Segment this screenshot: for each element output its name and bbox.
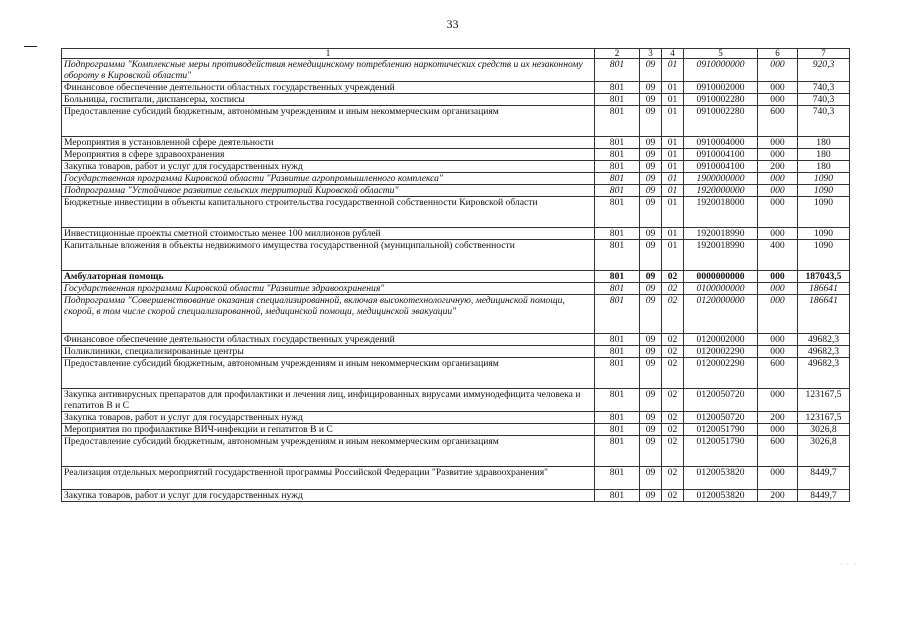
row-code-2-cell: 801 [595,490,640,502]
row-code-3-cell: 09 [640,173,662,185]
row-code-5-cell: 1920018000 [684,197,758,228]
row-code-4-cell: 02 [662,436,684,467]
row-code-2-cell: 801 [595,334,640,346]
row-name-cell: Мероприятия по профилактике ВИЧ-инфекции и гепатитов В и С [62,424,595,436]
table-row [62,240,850,271]
budget-table [61,48,850,502]
row-name-cell: Подпрограмма "Устойчивое развитие сельских территорий Кировской области" [62,185,595,197]
header-cell-5: 5 [684,49,758,59]
row-code-5-cell: 0910002280 [684,106,758,137]
row-code-4-cell: 02 [662,271,684,283]
row-code-2-cell: 801 [595,358,640,389]
table-body [62,49,850,502]
row-code-2-cell: 801 [595,185,640,197]
row-code-5-cell: 0120051790 [684,424,758,436]
row-code-3-cell: 09 [640,137,662,149]
row-amount-cell: 186641 [798,295,850,334]
row-amount-cell: 1090 [798,185,850,197]
row-code-3-cell: 09 [640,161,662,173]
table-row [62,82,850,94]
row-code-2-cell: 801 [595,412,640,424]
row-code-5-cell: 0120051790 [684,436,758,467]
row-amount-cell: 740,3 [798,82,850,94]
row-code-4-cell: 01 [662,197,684,228]
row-code-5-cell: 0100000000 [684,283,758,295]
row-code-3-cell: 09 [640,346,662,358]
row-amount-cell: 1090 [798,197,850,228]
row-code-2-cell: 801 [595,295,640,334]
row-name-cell: Финансовое обеспечение деятельности областных государственных учреждений [62,82,595,94]
row-code-3-cell: 09 [640,228,662,240]
table-row [62,149,850,161]
row-code-4-cell: 02 [662,389,684,412]
row-code-6-cell: 200 [758,412,798,424]
row-code-5-cell: 0910000000 [684,59,758,82]
table-row [62,197,850,228]
row-code-3-cell: 09 [640,94,662,106]
row-code-3-cell: 09 [640,424,662,436]
row-name-cell: Реализация отдельных мероприятий государственной программы Российской Федерации "Развитие здравоохранения" [62,467,595,490]
table-row [62,346,850,358]
row-code-3-cell: 09 [640,185,662,197]
header-cell-3: 3 [640,49,662,59]
row-code-6-cell: 000 [758,137,798,149]
page-number: 33 [446,17,459,31]
row-code-5-cell: 0000000000 [684,271,758,283]
row-code-4-cell: 02 [662,412,684,424]
row-code-4-cell: 01 [662,59,684,82]
row-code-6-cell: 000 [758,467,798,490]
row-code-4-cell: 02 [662,283,684,295]
row-code-3-cell: 09 [640,271,662,283]
table-row [62,185,850,197]
row-code-6-cell: 400 [758,240,798,271]
row-code-4-cell: 01 [662,161,684,173]
row-code-5-cell: 0120002290 [684,346,758,358]
row-code-2-cell: 801 [595,283,640,295]
row-code-3-cell: 09 [640,149,662,161]
table-row [62,490,850,502]
table-row [62,228,850,240]
row-code-4-cell: 01 [662,106,684,137]
row-amount-cell: 1090 [798,173,850,185]
row-name-cell: Инвестиционные проекты сметной стоимостью менее 100 миллионов рублей [62,228,595,240]
row-code-3-cell: 09 [640,436,662,467]
row-code-5-cell: 0910004000 [684,137,758,149]
row-code-6-cell: 000 [758,59,798,82]
table-row [62,424,850,436]
row-code-6-cell: 000 [758,94,798,106]
row-code-5-cell: 0910002000 [684,82,758,94]
row-code-4-cell: 01 [662,137,684,149]
row-amount-cell: 920,3 [798,59,850,82]
scan-mark: · · · [840,560,857,569]
row-name-cell: Закупка товаров, работ и услуг для государственных нужд [62,161,595,173]
row-code-4-cell: 02 [662,424,684,436]
row-code-3-cell: 09 [640,490,662,502]
row-name-cell: Больницы, госпитали, диспансеры, хосписы [62,94,595,106]
row-code-2-cell: 801 [595,59,640,82]
row-code-5-cell: 0910004100 [684,161,758,173]
row-amount-cell: 186641 [798,283,850,295]
row-name-cell: Амбулаторная помощь [62,271,595,283]
row-name-cell: Бюджетные инвестиции в объекты капитального строительства государственной собственности Кировской области [62,197,595,228]
row-name-cell: Подпрограмма "Комплексные меры противодействия немедицинскому потреблению наркотических средств и их незаконному обороту в Кировской области" [62,59,595,82]
row-amount-cell: 123167,5 [798,412,850,424]
row-code-3-cell: 09 [640,82,662,94]
row-code-3-cell: 09 [640,412,662,424]
row-amount-cell: 49682,3 [798,346,850,358]
row-code-2-cell: 801 [595,173,640,185]
header-row [62,49,850,59]
row-code-5-cell: 0910004100 [684,149,758,161]
row-code-2-cell: 801 [595,106,640,137]
table-row [62,389,850,412]
table-row [62,137,850,149]
row-code-6-cell: 200 [758,490,798,502]
row-code-4-cell: 02 [662,295,684,334]
row-code-4-cell: 01 [662,228,684,240]
row-code-6-cell: 000 [758,82,798,94]
row-name-cell: Государственная программа Кировской области "Развитие здравоохранения" [62,283,595,295]
row-amount-cell: 8449,7 [798,490,850,502]
row-name-cell: Финансовое обеспечение деятельности областных государственных учреждений [62,334,595,346]
row-code-3-cell: 09 [640,358,662,389]
row-code-3-cell: 09 [640,240,662,271]
row-code-6-cell: 600 [758,436,798,467]
row-code-5-cell: 1920000000 [684,185,758,197]
row-code-6-cell: 000 [758,149,798,161]
row-code-5-cell: 0120002000 [684,334,758,346]
row-code-4-cell: 02 [662,346,684,358]
row-name-cell: Закупка товаров, работ и услуг для государственных нужд [62,490,595,502]
row-code-5-cell: 1920018990 [684,240,758,271]
table-row [62,295,850,334]
row-code-6-cell: 000 [758,185,798,197]
row-name-cell: Мероприятия в установленной сфере деятельности [62,137,595,149]
row-code-2-cell: 801 [595,82,640,94]
row-amount-cell: 49682,3 [798,358,850,389]
row-code-6-cell: 000 [758,228,798,240]
row-code-6-cell: 600 [758,106,798,137]
row-code-5-cell: 0120053820 [684,490,758,502]
row-code-2-cell: 801 [595,467,640,490]
row-code-2-cell: 801 [595,94,640,106]
table-row [62,173,850,185]
row-code-6-cell: 000 [758,271,798,283]
header-cell-6: 6 [758,49,798,59]
row-code-3-cell: 09 [640,467,662,490]
row-amount-cell: 187043,5 [798,271,850,283]
table-row [62,334,850,346]
row-code-2-cell: 801 [595,271,640,283]
row-code-3-cell: 09 [640,389,662,412]
row-code-3-cell: 09 [640,106,662,137]
row-name-cell: Подпрограмма "Совершенствование оказания специализированной, включая высокотехнологичную, медицинской помощи, скорой, в том числе скорой специализированной, медицинской помощи, медицинской эвакуации" [62,295,595,334]
table-row [62,59,850,82]
row-amount-cell: 3026,8 [798,436,850,467]
row-name-cell: Мероприятия в сфере здравоохранения [62,149,595,161]
header-cell-1: 1 [62,49,595,59]
row-name-cell: Предоставление субсидий бюджетным, автономным учреждениям и иным некоммерческим организациям [62,106,595,137]
row-code-5-cell: 1900000000 [684,173,758,185]
row-amount-cell: 180 [798,149,850,161]
row-code-6-cell: 000 [758,197,798,228]
row-code-4-cell: 01 [662,185,684,197]
table-row [62,358,850,389]
row-amount-cell: 180 [798,137,850,149]
row-code-4-cell: 01 [662,94,684,106]
row-name-cell: Государственная программа Кировской области "Развитие агропромышленного комплекса" [62,173,595,185]
row-code-4-cell: 01 [662,240,684,271]
row-code-6-cell: 000 [758,346,798,358]
row-code-2-cell: 801 [595,389,640,412]
row-code-4-cell: 02 [662,334,684,346]
row-name-cell: Капитальные вложения в объекты недвижимого имущества государственной (муниципальной) собственности [62,240,595,271]
row-code-5-cell: 0120053820 [684,467,758,490]
row-code-4-cell: 02 [662,358,684,389]
row-name-cell: Закупка товаров, работ и услуг для государственных нужд [62,412,595,424]
table-row [62,161,850,173]
row-code-5-cell: 1920018990 [684,228,758,240]
table-row [62,94,850,106]
header-cell-2: 2 [595,49,640,59]
row-code-2-cell: 801 [595,240,640,271]
row-code-5-cell: 0120050720 [684,412,758,424]
table-row [62,271,850,283]
row-code-6-cell: 200 [758,161,798,173]
row-code-2-cell: 801 [595,346,640,358]
row-code-2-cell: 801 [595,137,640,149]
row-amount-cell: 1090 [798,240,850,271]
row-amount-cell: 1090 [798,228,850,240]
table-row [62,412,850,424]
table-row [62,106,850,137]
margin-dash [24,46,37,47]
row-code-2-cell: 801 [595,424,640,436]
row-name-cell: Предоставление субсидий бюджетным, автономным учреждениям и иным некоммерческим организациям [62,436,595,467]
row-code-4-cell: 01 [662,173,684,185]
row-code-3-cell: 09 [640,295,662,334]
row-amount-cell: 740,3 [798,94,850,106]
row-code-2-cell: 801 [595,228,640,240]
row-code-3-cell: 09 [640,334,662,346]
row-code-2-cell: 801 [595,197,640,228]
row-code-2-cell: 801 [595,149,640,161]
row-amount-cell: 49682,3 [798,334,850,346]
row-code-5-cell: 0120002290 [684,358,758,389]
row-code-6-cell: 000 [758,295,798,334]
row-amount-cell: 3026,8 [798,424,850,436]
header-cell-7: 7 [798,49,850,59]
row-code-5-cell: 0120000000 [684,295,758,334]
header-cell-4: 4 [662,49,684,59]
row-name-cell: Поликлиники, специализированные центры [62,346,595,358]
row-code-6-cell: 000 [758,283,798,295]
row-name-cell: Предоставление субсидий бюджетным, автономным учреждениям и иным некоммерческим организациям [62,358,595,389]
row-code-5-cell: 0910002280 [684,94,758,106]
row-amount-cell: 8449,7 [798,467,850,490]
row-code-4-cell: 01 [662,82,684,94]
table-row [62,283,850,295]
row-code-3-cell: 09 [640,59,662,82]
row-code-3-cell: 09 [640,197,662,228]
row-amount-cell: 740,3 [798,106,850,137]
table-row [62,436,850,467]
row-code-6-cell: 000 [758,389,798,412]
row-code-4-cell: 02 [662,467,684,490]
row-amount-cell: 123167,5 [798,389,850,412]
row-code-4-cell: 01 [662,149,684,161]
row-code-6-cell: 000 [758,424,798,436]
row-code-5-cell: 0120050720 [684,389,758,412]
row-code-6-cell: 600 [758,358,798,389]
table-row [62,467,850,490]
row-code-6-cell: 000 [758,173,798,185]
row-code-2-cell: 801 [595,161,640,173]
row-amount-cell: 180 [798,161,850,173]
row-code-2-cell: 801 [595,436,640,467]
row-code-4-cell: 02 [662,490,684,502]
row-code-6-cell: 000 [758,334,798,346]
row-name-cell: Закупка антивирусных препаратов для профилактики и лечения лиц, инфицированных вирусами иммунодефицита человека и гепатитов В и С [62,389,595,412]
row-code-3-cell: 09 [640,283,662,295]
